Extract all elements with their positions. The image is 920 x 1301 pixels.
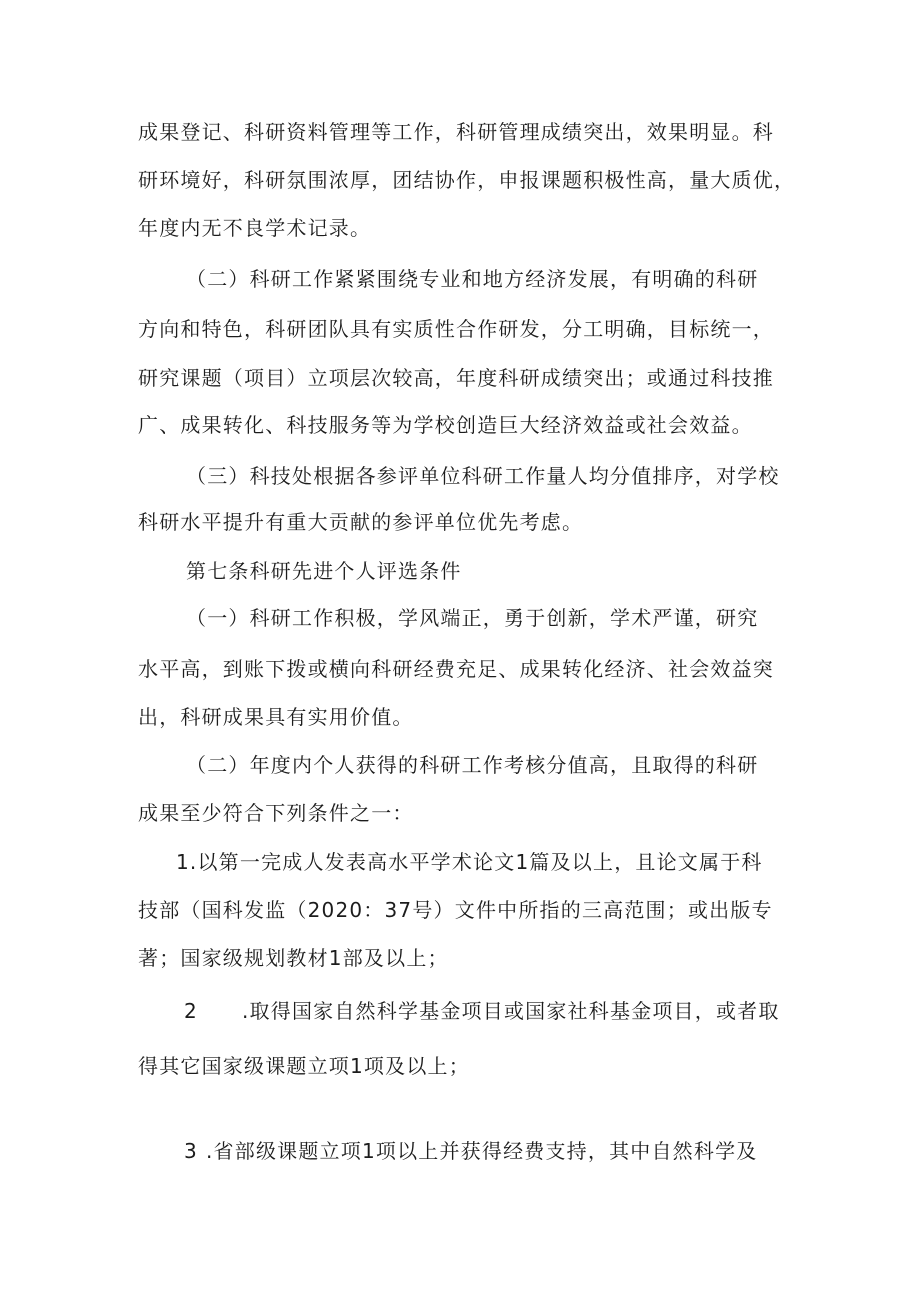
text-line: 技部（国科发监（2020：37号）文件中所指的三高范围；或出版专 bbox=[138, 898, 773, 922]
text-line: .省部级课题立项1项以上并获得经费支持，其中自然科学及 bbox=[206, 1139, 758, 1163]
list-number: 2 bbox=[184, 999, 198, 1023]
text-line: 成果登记、科研资料管理等工作，科研管理成绩突出，效果明显。科 bbox=[138, 120, 774, 144]
text-line: 1.以第一完成人发表高水平学术论文1篇及以上，且论文属于科 bbox=[176, 850, 763, 874]
list-number: 3 bbox=[184, 1139, 198, 1163]
text-line: （二）年度内个人获得的科研工作考核分值高，且取得的科研 bbox=[186, 753, 759, 777]
text-line: 研究课题（项目）立项层次较高，年度科研成绩突出；或通过科技推 bbox=[138, 366, 774, 390]
text-line: 方向和特色，科研团队具有实质性合作研发，分工明确，目标统一， bbox=[138, 317, 774, 341]
text-line: 著；国家级规划教材1部及以上； bbox=[138, 946, 449, 970]
text-line: 年度内无不良学术记录。 bbox=[138, 216, 372, 240]
text-line: 研环境好，科研氛围浓厚，团结协作，申报课题积极性高，量大质优， bbox=[138, 168, 796, 192]
text-line: （二）科研工作紧紧围绕专业和地方经济发展，有明确的科研 bbox=[186, 267, 759, 291]
text-line: 水平高，到账下拨或横向科研经费充足、成果转化经济、社会效益突 bbox=[138, 657, 774, 681]
text-line: 出，科研成果具有实用价值。 bbox=[138, 705, 414, 729]
section-heading: 第七条科研先进个人评选条件 bbox=[186, 559, 462, 583]
text-line: （一）科研工作积极，学风端正，勇于创新，学术严谨，研究 bbox=[186, 606, 759, 630]
text-line: 科研水平提升有重大贡献的参评单位优先考虑。 bbox=[138, 510, 584, 534]
text-line: .取得国家自然科学基金项目或国家社科基金项目，或者取 bbox=[242, 999, 780, 1023]
text-line: 成果至少符合下列条件之一： bbox=[138, 801, 414, 825]
text-line: 广、成果转化、科技服务等为学校创造巨大经济效益或社会效益。 bbox=[138, 413, 753, 437]
text-line: 得其它国家级课题立项1项及以上； bbox=[138, 1054, 470, 1078]
text-line: （三）科技处根据各参评单位科研工作量人均分值排序，对学校 bbox=[186, 464, 780, 488]
